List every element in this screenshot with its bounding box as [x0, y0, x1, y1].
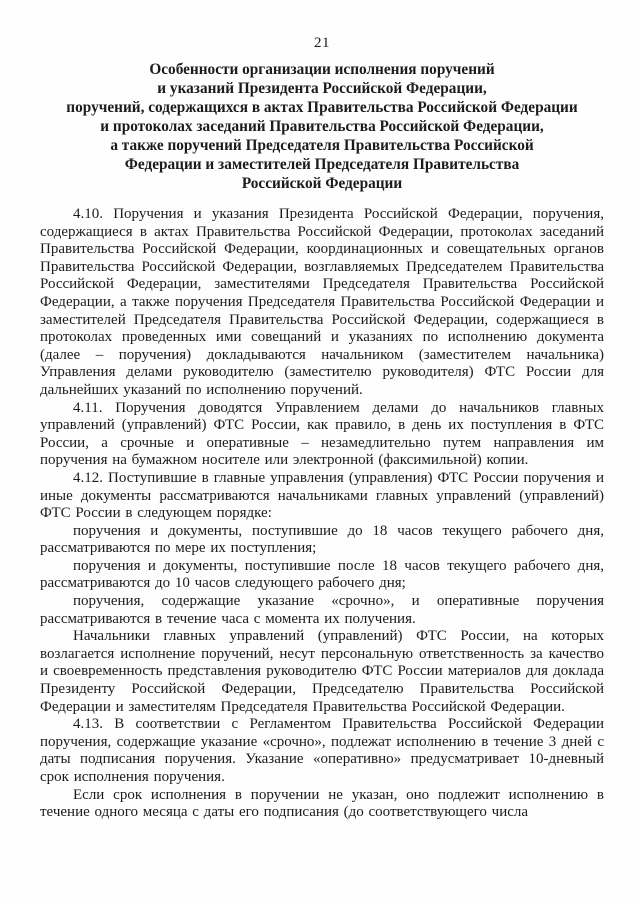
- heading-line-4: и протоколах заседаний Правительства Российской Федерации,: [100, 118, 544, 135]
- heading-line-2: и указаний Президента Российской Федерации,: [157, 80, 487, 97]
- heading-line-7: Российской Федерации: [241, 175, 403, 192]
- heading-line-3: поручений, содержащихся в актах Правительства Российской Федерации: [66, 99, 578, 116]
- paragraph-4-12: 4.12. Поступившие в главные управления (управления) ФТС России поручения и иные документы рассматриваются начальниками главных управлений (управлений) ФТС России в следующем порядке:: [40, 469, 604, 522]
- heading-line-1: Особенности организации исполнения поручений: [149, 61, 495, 78]
- paragraph-4-10: 4.10. Поручения и указания Президента Российской Федерации, поручения, содержащиеся в актах Правительства Российской Федерации, протоколах заседаний Правительства Российской Федерации, координационных и совещательных органов Правительства Российской Федерации, возглавляемых Председателем Правительства Российской Федерации, заместителями Председателя Правительства Российской Федерации, а также поручения Председателя Правительства Российской Федерации и заместителей Председателя Правительства Российской Федерации, содержащиеся в протоколах проведенных ими совещаний и указаниях по исполнению документа (далее – поручения) докладываются начальником (заместителем начальника) Управления делами руководителю (заместителю руководителя) ФТС России для дальнейших указаний по исполнению поручений.: [40, 206, 604, 398]
- document-heading: [40, 60, 604, 193]
- paragraph-4-11: 4.11. Поручения доводятся Управлением делами до начальников главных управлений (управлений) ФТС России, как правило, в день их поступления в ФТС России, а срочные и оперативные – незамедлительно путем направления им поручения на бумажном носителе или электронной (факсимильной) копии.: [40, 399, 604, 469]
- paragraph-4-12-item-1: поручения и документы, поступившие до 18 часов текущего рабочего дня, рассматриваются по мере их поступления;: [40, 522, 604, 557]
- paragraph-default-term: Если срок исполнения в поручении не указан, оно подлежит исполнению в течение одного месяца с даты его подписания (до соответствующего числа: [40, 786, 604, 821]
- paragraph-4-12-item-2: поручения и документы, поступившие после 18 часов текущего рабочего дня, рассматриваются до 10 часов следующего рабочего дня;: [40, 557, 604, 592]
- paragraph-4-13: 4.13. В соответствии с Регламентом Правительства Российской Федерации поручения, содержащие указание «срочно», подлежат исполнению в течение 3 дней с даты подписания поручения. Указание «оперативно» предусматривает 10-дневный срок исполнения поручения.: [40, 716, 604, 785]
- heading-line-5: а также поручений Председателя Правительства Российской: [110, 137, 534, 154]
- paragraph-responsibility: Начальники главных управлений (управлений) ФТС России, на которых возлагается исполнение поручений, несут персональную ответственность за качество и своевременность представления руководителю ФТС России материалов для доклада Президенту Российской Федерации, Председателю Правительства Российской Федерации и заместителям Председателя Правительства Российской Федерации.: [40, 628, 604, 715]
- page-number: 21: [314, 35, 330, 51]
- paragraph-4-12-item-3: поручения, содержащие указание «срочно», и оперативные поручения рассматриваются в течение часа с момента их получения.: [40, 593, 604, 627]
- heading-line-6: Федерации и заместителей Председателя Правительства: [124, 156, 520, 173]
- document-body: [40, 206, 604, 822]
